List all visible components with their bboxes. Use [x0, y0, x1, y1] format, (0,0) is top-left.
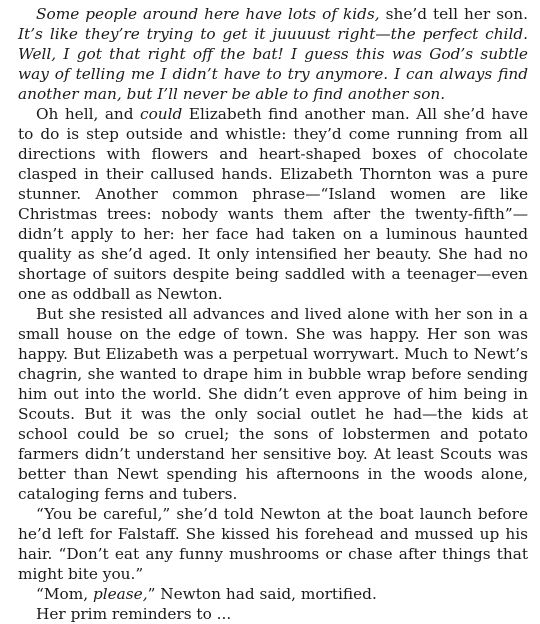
text-segment: Elizabeth find another man. All she’d have to do is step outside and whistle: they’d come running from all directions with flowers and heart-shaped boxes of chocolate clasped in their callused hands. Elizabeth Thornton was a pure stunner. Another common phrase—“Island women are like Christmas trees: nobody wants them after the twenty-fifth”—didn’t apply to her: her face had taken on a luminous haunted quality as she’d aged. It only intensified her beauty. She had no shortage of suitors despite being saddled with a teenager—even one as oddball as Newton. — [18, 105, 528, 303]
text-segment: Some people around here have lots of kids, — [36, 5, 380, 23]
book-page — [18, 4, 528, 623]
text-segment: Oh hell, and — [36, 105, 141, 123]
text-segment: she’d tell her son. — [379, 5, 528, 23]
text-segment: “Mom, — [36, 585, 93, 603]
text-segment: Her prim reminders to ... — [36, 605, 232, 623]
text-segment: “You be careful,” she’d told Newton at the boat launch before he’d left for Falstaff. She kissed his forehead and mussed up his hair. “Don’t eat any funny mushrooms or chase after things that might bite you.” — [18, 505, 528, 583]
text-segment: could — [140, 105, 183, 123]
paragraph-1 — [18, 4, 528, 104]
text-segment: please, — [92, 585, 148, 603]
paragraph-2 — [18, 104, 528, 304]
paragraph-5 — [18, 584, 528, 604]
text-segment: But she resisted all advances and lived alone with her son in a small house on the edge of town. She was happy. Her son was happy. But Elizabeth was a perpetual worrywart. Much to Newt’s chagrin, she wanted to drape him in bubble wrap before sending him out into the world. She didn’t even approve of him being in Scouts. But it was the only social outlet he had—the kids at school could be so cruel; the sons of lobstermen and potato farmers didn’t understand her sensitive boy. At least Scouts was better than Newt spending his afternoons in the woods alone, cataloging ferns and tubers. — [18, 305, 528, 503]
text-segment: It’s like they’re trying to get it juuuust right—the perfect child. Well, I got that right off the bat! I guess this was God’s subtle way of telling me I didn’t have to try anymore. I can always find another man, but I’ll never be able to find another son. — [18, 25, 528, 103]
paragraph-3 — [18, 304, 528, 504]
text-segment: ” Newton had said, mortified. — [147, 585, 377, 603]
paragraph-4 — [18, 504, 528, 584]
paragraph-6 — [18, 604, 528, 624]
